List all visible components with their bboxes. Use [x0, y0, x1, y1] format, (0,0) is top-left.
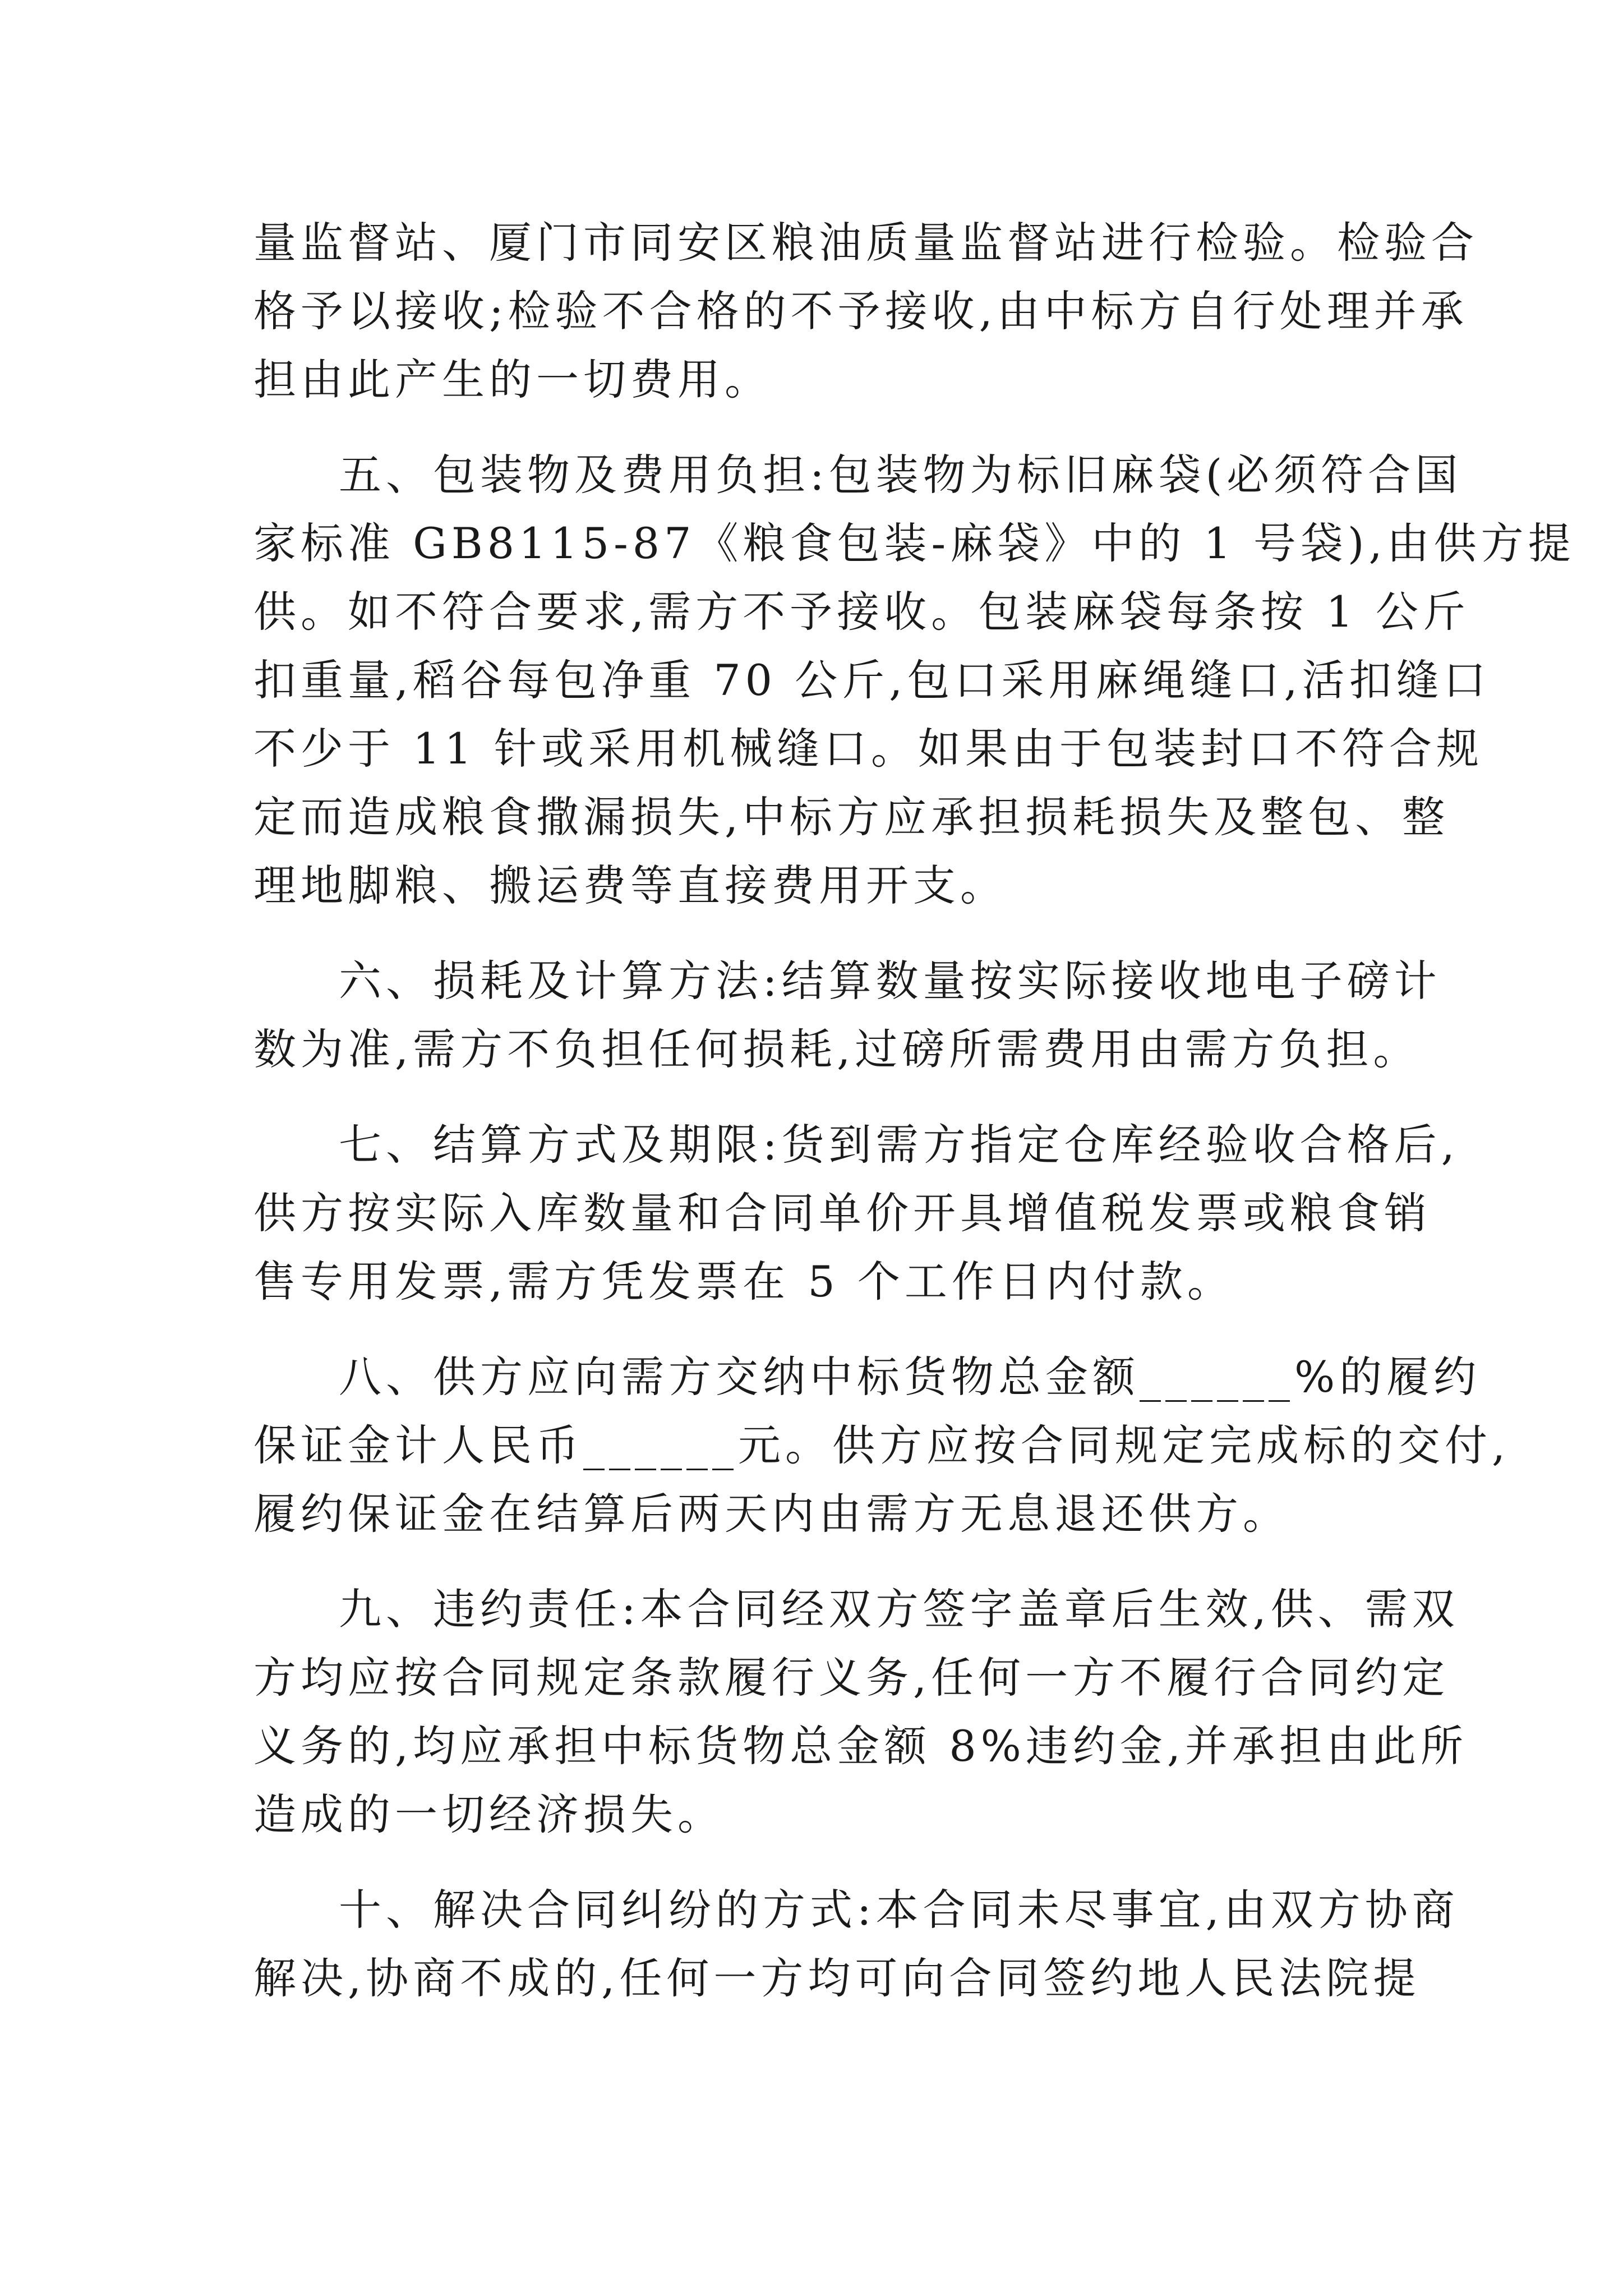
text-line: 格予以接收;检验不合格的不予接收,由中标方自行处理并承 [253, 286, 1468, 336]
text-line: 家标准 GB8115-87《粮食包装-麻袋》中的 1 号袋),由供方提 [253, 518, 1575, 568]
clause-seven-heading-line: 七、结算方式及期限:货到需方指定仓库经验收合格后, [339, 1120, 1459, 1170]
clause-nine-heading-line: 九、违约责任:本合同经双方签字盖章后生效,供、需双 [339, 1584, 1459, 1634]
text-line: 数为准,需方不负担任何损耗,过磅所需费用由需方负担。 [253, 1024, 1421, 1074]
clause-six-heading-line: 六、损耗及计算方法:结算数量按实际接收地电子磅计 [339, 956, 1441, 1006]
text-line: 定而造成粮食撒漏损失,中标方应承担损耗损失及整包、整 [253, 792, 1450, 842]
text-line: 供方按实际入库数量和合同单价开具增值税发票或粮食销 [253, 1188, 1431, 1238]
text-line: 扣重量,稻谷每包净重 70 公斤,包口采用麻绳缝口,活扣缝口 [253, 655, 1491, 705]
text-line: 售专用发票,需方凭发票在 5 个工作日内付款。 [253, 1257, 1234, 1306]
text-line: 理地脚粮、搬运费等直接费用开支。 [253, 861, 1007, 910]
text-line: 量监督站、厦门市同安区粮油质量监督站进行检验。检验合 [253, 218, 1478, 268]
clause-eight-heading-line: 八、供方应向需方交纳中标货物总金额______%的履约 [339, 1352, 1481, 1402]
text-line: 担由此产生的一切费用。 [253, 355, 772, 404]
text-line: 履约保证金在结算后两天内由需方无息退还供方。 [253, 1489, 1290, 1539]
text-line: 义务的,均应承担中标货物总金额 8%违约金,并承担由此所 [253, 1721, 1468, 1771]
text-line: 解决,协商不成的,任何一方均可向合同签约地人民法院提 [253, 1953, 1421, 2003]
document-page [253, 209, 1575, 2013]
clause-ten-heading-line: 十、解决合同纠纷的方式:本合同未尽事宜,由双方协商 [339, 1885, 1459, 1935]
text-line: 造成的一切经济损失。 [253, 1789, 725, 1839]
text-line: 供。如不符合要求,需方不予接收。包装麻袋每条按 1 公斤 [253, 587, 1470, 637]
text-line: 不少于 11 针或采用机械缝口。如果由于包装封口不符合规 [253, 724, 1484, 774]
text-line: 方均应按合同规定条款履行义务,任何一方不履行合同约定 [253, 1653, 1450, 1703]
clause-five-heading-line: 五、包装物及费用负担:包装物为标旧麻袋(必须符合国 [339, 450, 1463, 500]
text-line: 保证金计人民币______元。供方应按合同规定完成标的交付, [253, 1420, 1510, 1470]
